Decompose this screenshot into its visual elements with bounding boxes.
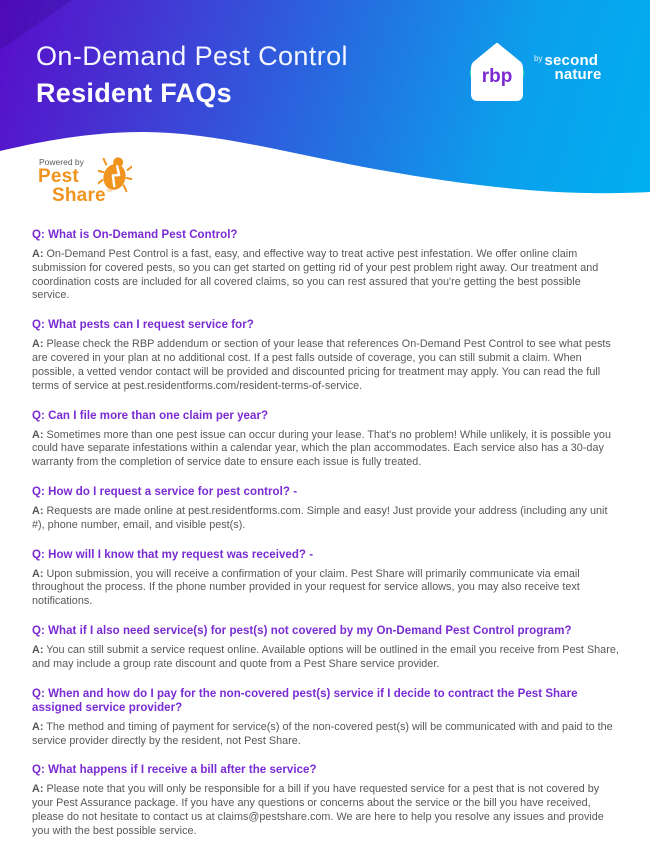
faq-answer [32,338,620,393]
page-title: On-Demand Pest Control [36,41,348,71]
faq-answer [32,783,620,838]
faq-question: Q: What is On-Demand Pest Control? [32,229,238,241]
pestshare-logo [38,157,168,217]
second-word: second [544,52,599,69]
rbp-logo-text: rbp [481,66,513,87]
faq-answer [32,721,620,749]
answer-prefix: A: [32,248,44,261]
beetle-icon [98,155,132,195]
second-nature-wordmark [534,54,602,84]
answer-prefix: A: [32,644,44,657]
faq-question: Q: When and how do I pay for the non-covered pest(s) service if I decide to contract the Pest Share assigned service provider? [32,687,578,714]
answer-text: Sometimes more than one pest issue can occur during your lease. That's no problem! While unlikely, it is possible you could have separate infestations within a calendar year, which the plan accommodates. Each service also has a 30-day warranty from the completion of service date to ensure each issue is fully treated. [32,428,611,469]
answer-prefix: A: [32,567,44,580]
faq-answer [32,505,620,533]
page-subtitle: Resident FAQs [36,78,232,109]
answer-prefix: A: [32,505,44,517]
faq-question: Q: What pests can I request service for? [32,319,254,332]
answer-text: You can still submit a service request online. Available options will be outlined in the email you receive from Pest Share, and may include a group rate discount and quote from a Pest Share service provider. [32,644,619,670]
faq-answer [32,644,620,672]
faq-question: Q: What if I also need service(s) for pest(s) not covered by my On-Demand Pest Control program? [32,625,572,638]
faq-answer [32,248,620,303]
share-word: Share™ [52,185,113,206]
faq-question: Q: Can I file more than one claim per year? [32,409,269,422]
answer-prefix: A: [32,720,44,733]
powered-by-label: Powered by [39,157,84,167]
faq-answer [32,568,620,609]
faq-question: Q: How do I request a service for pest control? - [32,485,298,498]
answer-text: Please note that you will only be responsible for a bill if you have requested service for a pest that is not covered by your Pest Assurance package. If you have any questions or concerns about the service or the bill you have received, please do not hesitate to contact us at claims@pestshare.com. We are here to help you resolve any issues and provide you with the best possible service. [32,783,604,837]
trademark-symbol: ™ [105,189,113,196]
answer-text: Upon submission, you will receive a confirmation of your claim. Pest Share will primarily communicate via email throughout the process. If the phone number provided in your request for service allows, you may also receive text notifications. [32,567,580,608]
header-titles [36,40,348,110]
answer-prefix: A: [32,428,44,441]
answer-text: On-Demand Pest Control is a fast, easy, and effective way to treat active pest infestation. We offer online claim submission for covered pests, so you can get started on getting rid of your pest problem right away. Our treatment and coordination costs are included for all covered claims, so you can rest assured that you're getting the best possible service. [32,248,599,302]
answer-prefix: A: [32,338,44,351]
faq-question: Q: What happens if I receive a bill after the service? [32,764,317,777]
nature-word: nature [554,66,602,84]
answer-text: Please check the RBP addendum or section of your lease that references On-Demand Pest Control to see what pests are covered in your plan at no additional cost. If a pest falls outside of coverage, you can still submit a claim. When possible, a vetted vendor contact will be provided and discounted pricing for treatment may apply. You can read the full terms of service at pest.residentforms.com/resident-terms-of-service. [32,338,611,392]
rbp-badge [468,42,526,104]
answer-text: Requests are made online at pest.residentforms.com. Simple and easy! Just provide your address (including any unit #), phone number, email, and visible pest(s). [32,505,608,531]
faq-question: Q: How will I know that my request was received? - [32,548,314,561]
answer-prefix: A: [32,783,44,796]
pest-word: Pest [38,166,79,187]
faq-list [32,228,620,839]
faq-answer [32,429,620,470]
by-label: by [534,54,543,63]
rbp-second-nature-logo [468,42,618,106]
answer-text: The method and timing of payment for service(s) of the non-covered pest(s) will be communicated with and paid to the service provider directly by the resident, not Pest Share. [32,720,613,747]
